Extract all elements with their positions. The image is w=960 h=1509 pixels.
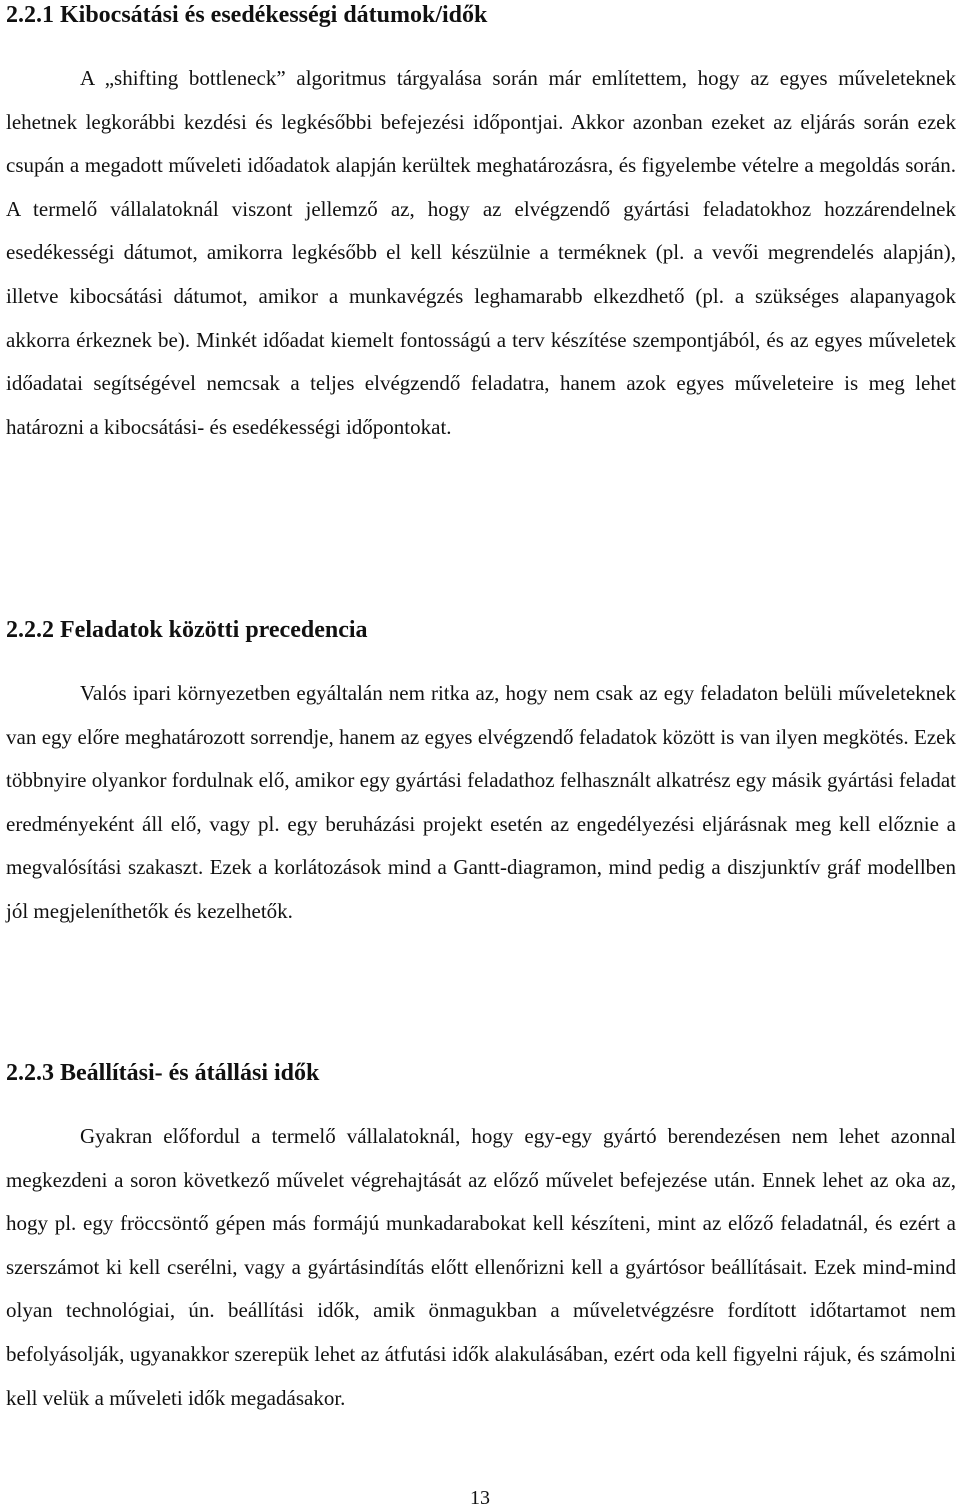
page-number: 13 xyxy=(470,1487,490,1509)
section-2-2-2 xyxy=(6,615,956,934)
section-paragraph: Gyakran előfordul a termelő vállalatoknál, hogy egy-egy gyártó berendezésen nem lehet azonnal megkezdeni a soron következő művelet végrehajtását az előző művelet befejezése után. Ennek lehet az oka az, hogy pl. egy fröccsöntő gépen más formájú munkadarabokat kell készíteni, mint az előző feladatnál, és ezért a szerszámot ki kell cserélni, vagy a gyártásindítás előtt ellenőrizni kell a gyártósor beállításait. Ezek mind-mind olyan technológiai, ún. beállítási idők, amik önmagukban a műveletvégzésre fordított időtartamot nem befolyásolják, ugyanakkor szerepük lehet az átfutási idők alakulásában, ezért oda kell figyelni rájuk, és számolni kell velük a műveleti idők megadásakor. xyxy=(6,1124,956,1410)
section-2-2-1 xyxy=(6,0,956,449)
section-heading: 2.2.1 Kibocsátási és esedékességi dátumok/idők xyxy=(6,2,488,28)
section-paragraph: Valós ipari környezetben egyáltalán nem ritka az, hogy nem csak az egy feladaton belüli műveleteknek van egy előre meghatározott sorrendje, hanem az egyes elvégzendő feladatok között is van ilyen megkötés. Ezek többnyire olyankor fordulnak elő, amikor egy gyártási feladathoz felhasznált alkatrész egy másik gyártási feladat eredményeként áll elő, vagy pl. egy beruházási projekt esetén az engedélyezési eljárásnak meg kell előznie a megvalósítási szakaszt. Ezek a korlátozások mind a Gantt-diagramon, mind pedig a diszjunktív gráf modellben jól megjeleníthetők és kezelhetők. xyxy=(6,681,956,923)
section-paragraph: A „shifting bottleneck” algoritmus tárgyalása során már említettem, hogy az egyes műveleteknek lehetnek legkorábbi kezdési és legkésőbbi befejezési időpontjai. Akkor azonban ezeket az eljárás során ezek csupán a megadott műveleti időadatok alapján kerültek meghatározásra, és figyelembe vételre a megoldás során. A termelő vállalatoknál viszont jellemző az, hogy az elvégzendő gyártási feladatokhoz hozzárendelnek esedékességi dátumot, amikorra legkésőbb el kell készülnie a terméknek (pl. a vevői megrendelés alapján), illetve kibocsátási dátumot, amikor a munkavégzés leghamarabb elkezdhető (pl. a szükséges alapanyagok akkorra érkeznek be). Minkét időadat kiemelt fontosságú a terv készítése szempontjából, és az egyes műveletek időadatai segítségével nemcsak a teljes elvégzendő feladatra, hanem azok egyes műveleteire is meg lehet határozni a kibocsátási- és esedékességi időpontokat. xyxy=(6,66,956,439)
section-2-2-3 xyxy=(6,1058,956,1420)
section-heading: 2.2.3 Beállítási- és átállási idők xyxy=(6,1060,320,1086)
section-heading: 2.2.2 Feladatok közötti precedencia xyxy=(6,617,368,643)
